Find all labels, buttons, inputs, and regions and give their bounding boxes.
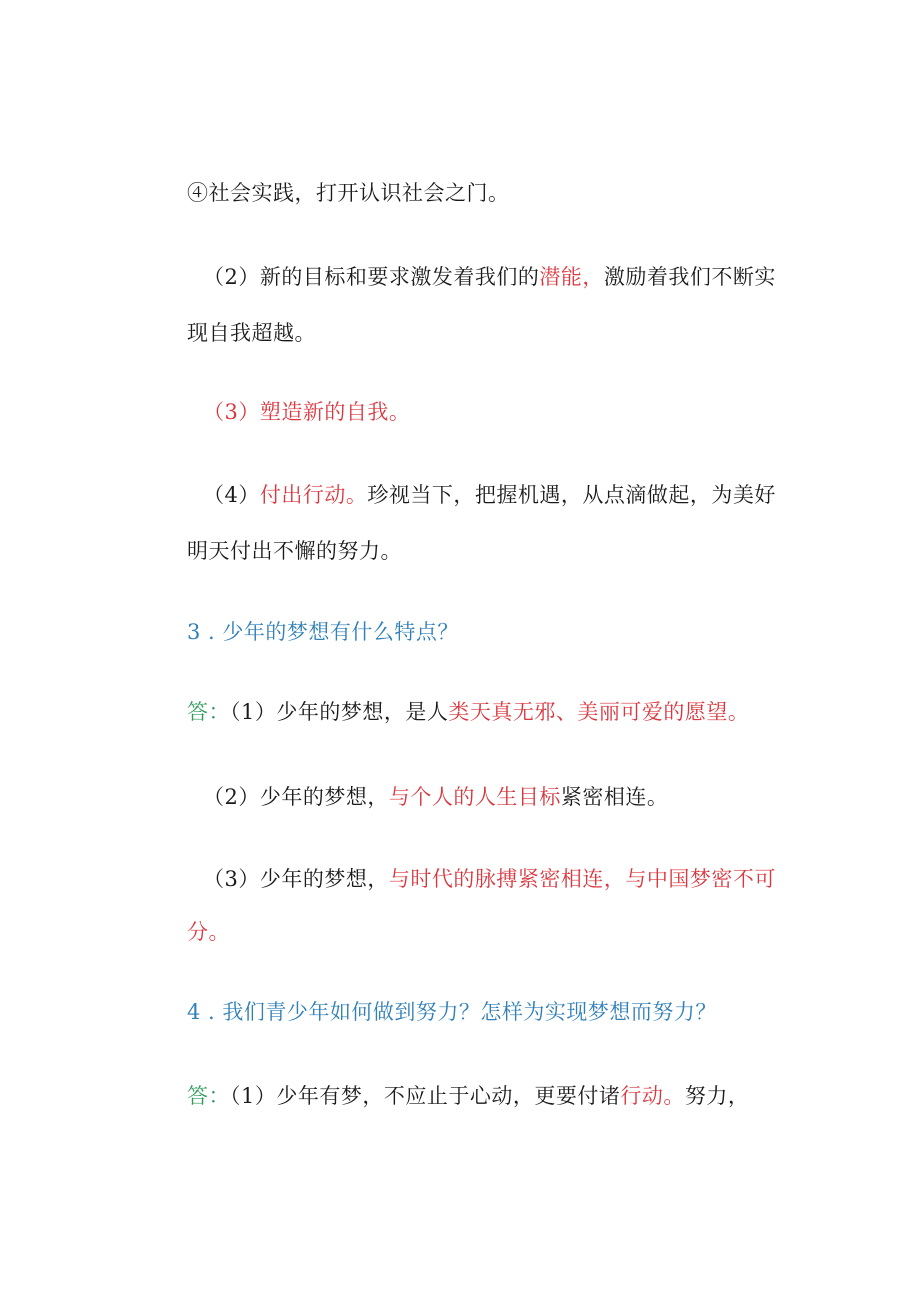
text-line [203, 262, 776, 292]
text-segment: 与时代的脉搏紧密相连，与中国梦密不可 [388, 867, 776, 891]
text-line [187, 697, 749, 727]
text-line [203, 397, 410, 427]
text-segment: 类天真 [448, 700, 513, 724]
text-line [187, 536, 402, 566]
text-segment: 答： [187, 700, 230, 724]
text-segment: （2）新的目标和要求激发着我们的 [203, 265, 540, 289]
text-segment: 现自我超越。 [187, 321, 316, 345]
text-segment: 珍视当下，把握机遇，从点滴做起，为美好 [367, 483, 776, 507]
text-segment: 激励着我们不断实 [603, 265, 776, 289]
text-segment: （2）少年的梦想， [203, 785, 389, 809]
text-segment: （3）塑造新的自我。 [203, 400, 411, 424]
text-segment: 潜能， [539, 265, 604, 289]
text-segment: （3）少年的梦想， [203, 867, 389, 891]
text-line [187, 1081, 749, 1111]
text-line [187, 318, 316, 348]
text-line [203, 864, 776, 894]
text-segment: 紧密相连。 [560, 785, 669, 809]
text-line [203, 480, 776, 510]
text-segment: 与个人的人生目标 [388, 785, 561, 809]
text-segment: （1）少年的梦想，是人 [230, 700, 449, 724]
text-segment: 努力， [684, 1084, 750, 1108]
text-segment: 4 . 我们青少年如何做到努力？怎样为实现梦想而努力？ [187, 1000, 717, 1024]
text-segment: 明天付出不懈的努力。 [187, 539, 402, 563]
text-line [187, 178, 510, 208]
text-line [187, 617, 459, 647]
text-segment: ④社会实践，打开认识社会之门。 [187, 181, 510, 205]
text-line [187, 997, 717, 1027]
text-segment: （4） [203, 483, 260, 507]
text-segment: 无邪、美丽可爱的愿望。 [512, 700, 750, 724]
text-segment: 行动。 [620, 1084, 685, 1108]
text-line [187, 917, 230, 947]
text-segment: 付出行动。 [259, 483, 368, 507]
text-segment: 答： [187, 1084, 230, 1108]
text-segment: 3 . 少年的梦想有什么特点？ [187, 620, 459, 644]
text-segment: 分。 [187, 920, 230, 944]
text-segment: （1）少年有梦，不应止于心动，更要付诸 [230, 1084, 621, 1108]
text-line [203, 782, 668, 812]
